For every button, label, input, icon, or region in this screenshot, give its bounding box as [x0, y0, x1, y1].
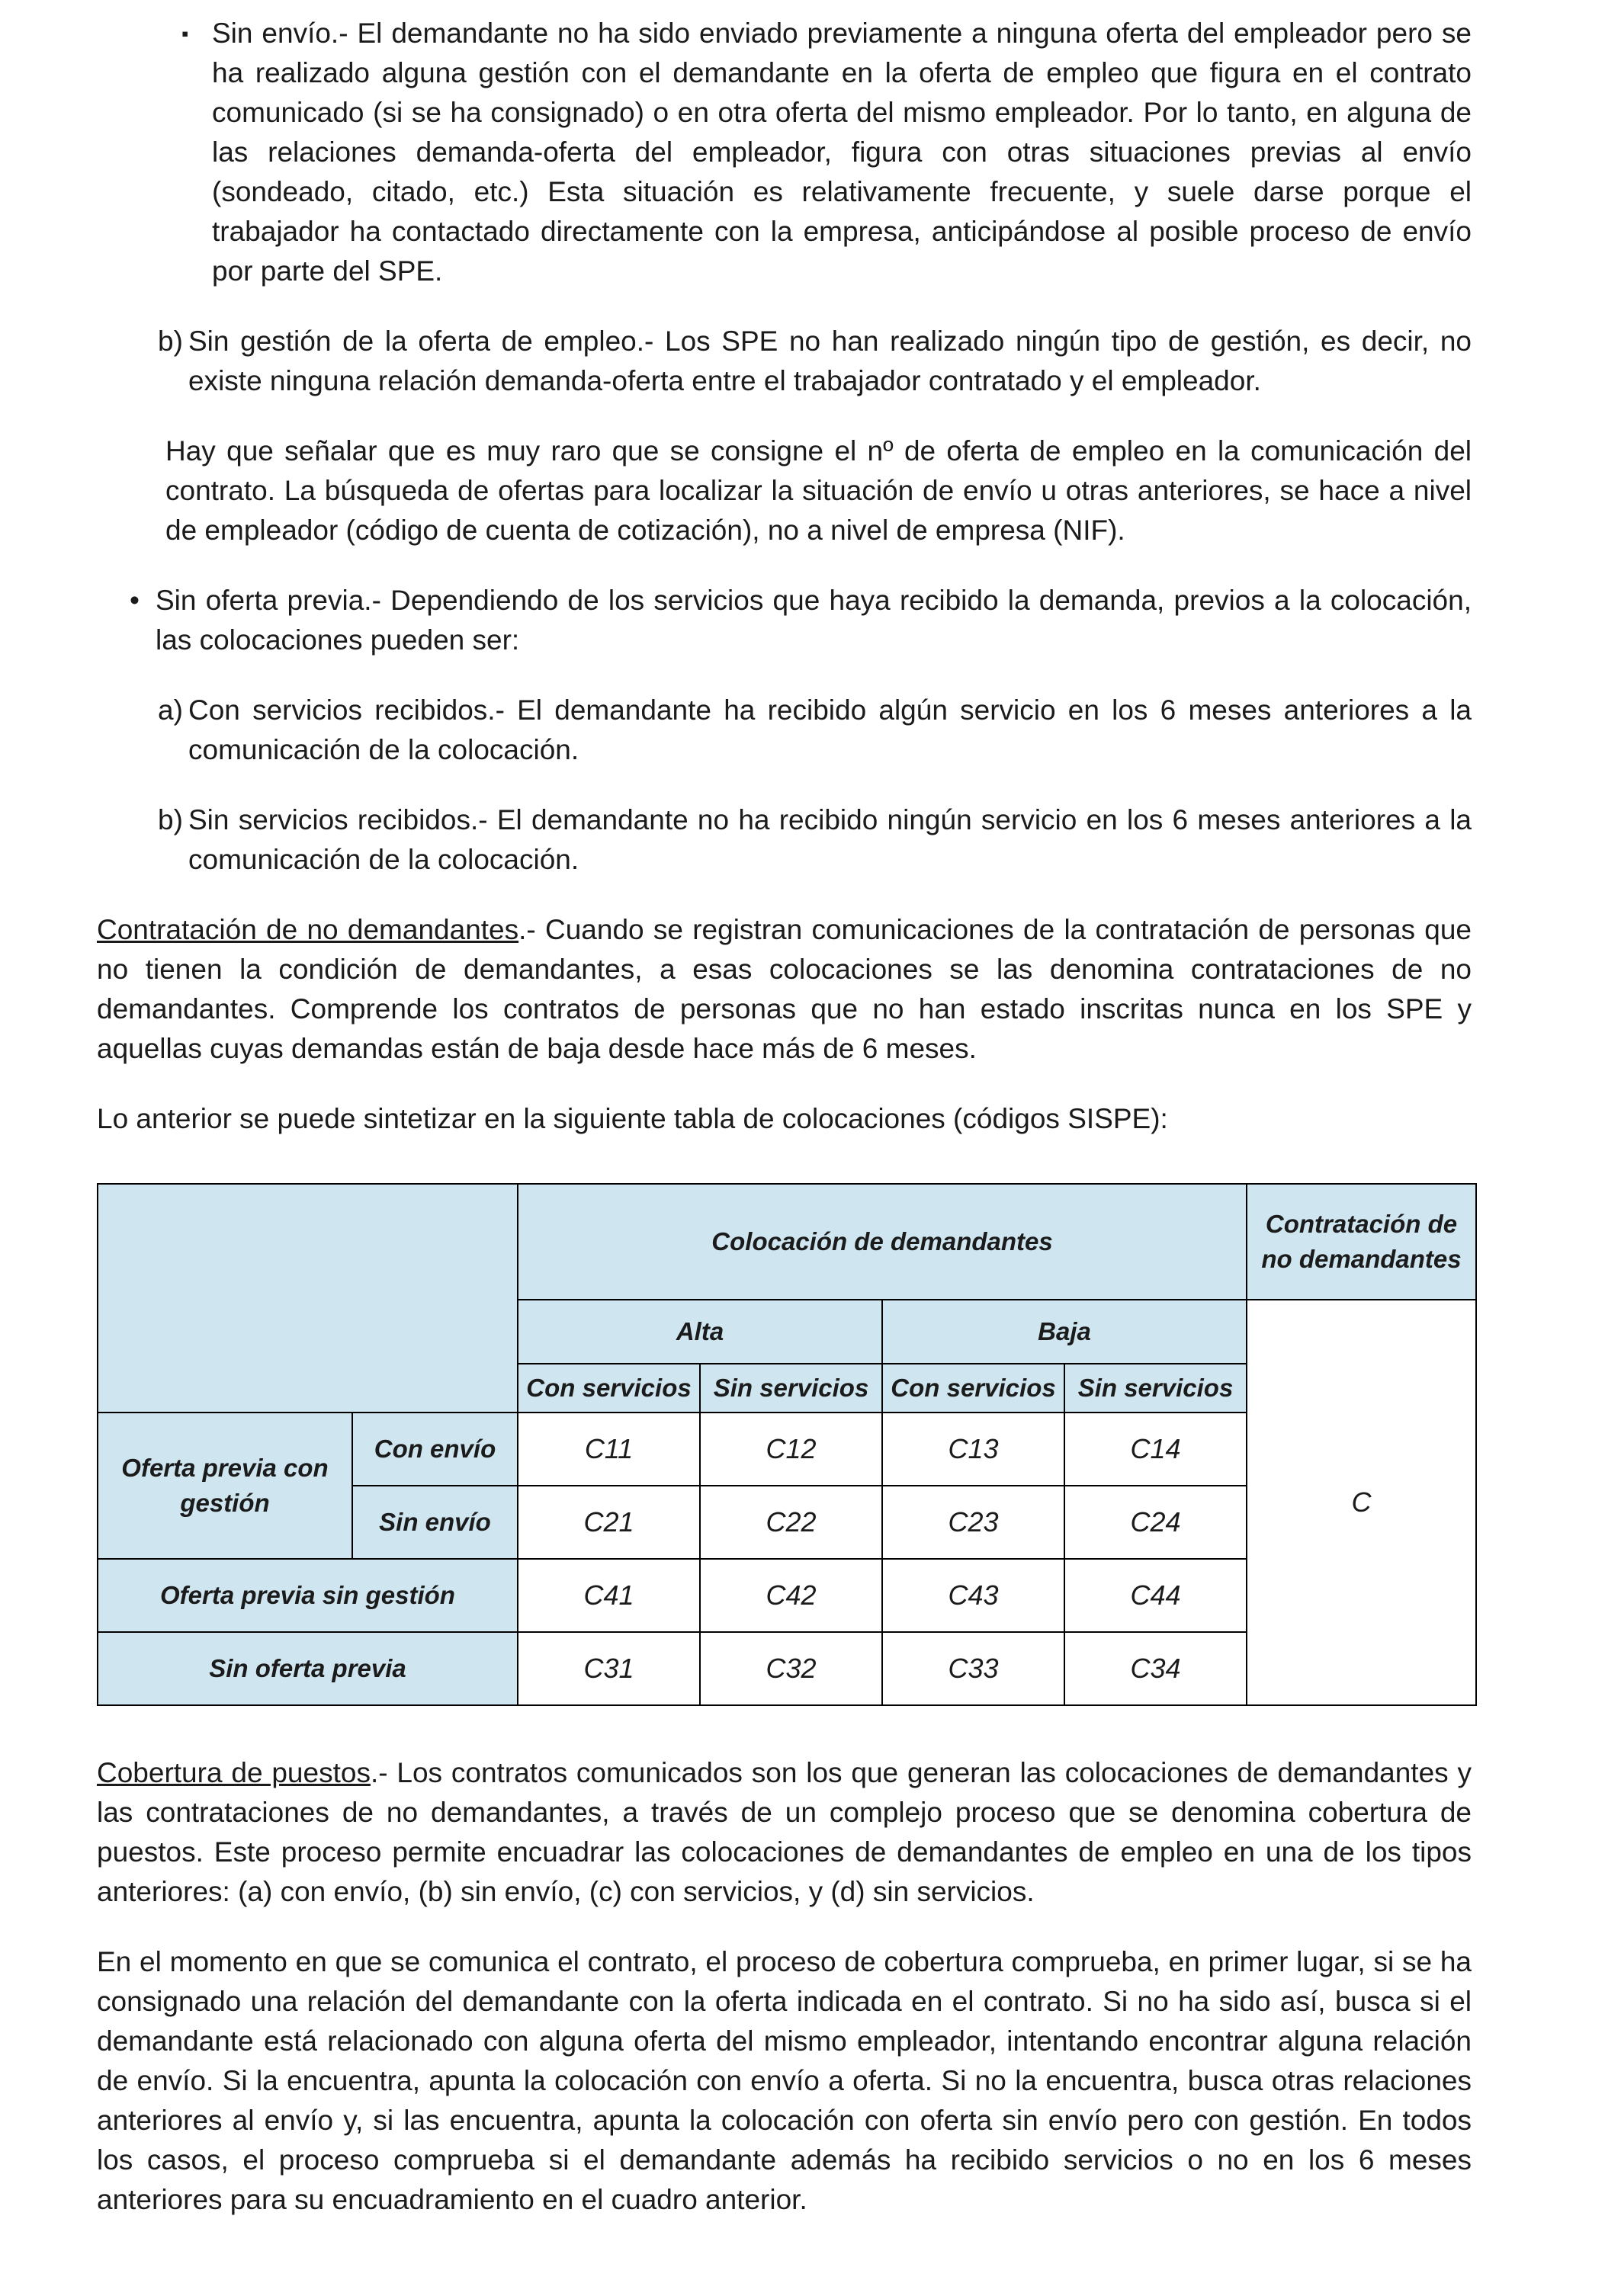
para-cobertura-lead: Cobertura de puestos	[97, 1757, 371, 1788]
cell-c44: C44	[1064, 1559, 1247, 1632]
cell-c13: C13	[882, 1413, 1064, 1486]
para-cobertura	[97, 1753, 1472, 1912]
empty-corner-cell	[98, 1184, 518, 1413]
item-label-b: b)	[158, 804, 183, 835]
para-cobertura-text	[97, 1753, 1472, 1912]
item-label-a: a)	[158, 694, 183, 726]
header-contratacion-no-demandantes: Contratación de no demandantes	[1247, 1184, 1476, 1300]
para-contratacion	[97, 910, 1472, 1069]
cell-c24: C24	[1064, 1486, 1247, 1559]
colocaciones-table	[97, 1183, 1477, 1706]
para-contratacion-lead: Contratación de no demandantes	[97, 914, 519, 945]
header-alta: Alta	[518, 1300, 882, 1364]
cell-c14: C14	[1064, 1413, 1247, 1486]
item-con-servicios-text: Con servicios recibidos.- El demandante ha recibido algún servicio en los 6 meses anteriores a la comunicación de la colocación.	[188, 694, 1472, 765]
para-sintesis-text: Lo anterior se puede sintetizar en la siguiente tabla de colocaciones (códigos SISPE):	[97, 1103, 1168, 1134]
cell-c42: C42	[700, 1559, 882, 1632]
cell-c41: C41	[518, 1559, 700, 1632]
cell-c43: C43	[882, 1559, 1064, 1632]
header-con-servicios-alta: Con servicios	[518, 1364, 700, 1413]
rowlabel-sin-envio: Sin envío	[352, 1486, 518, 1559]
item-con-servicios	[97, 691, 1472, 770]
header-sin-servicios-baja: Sin servicios	[1064, 1364, 1247, 1413]
para-sintesis	[97, 1099, 1472, 1139]
header-sin-servicios-alta: Sin servicios	[700, 1364, 882, 1413]
cell-c22: C22	[700, 1486, 882, 1559]
rowlabel-oferta-previa-sin-gestion: Oferta previa sin gestión	[98, 1559, 518, 1632]
para-senalar	[97, 431, 1472, 550]
cell-c34: C34	[1064, 1632, 1247, 1705]
header-con-servicios-baja: Con servicios	[882, 1364, 1064, 1413]
bullet-sin-envio	[97, 14, 1472, 291]
colocaciones-table-wrapper	[97, 1183, 1472, 1706]
table-header-row-1	[98, 1184, 1476, 1300]
item-sin-servicios-text: Sin servicios recibidos.- El demandante no ha recibido ningún servicio en los 6 meses anteriores a la comunicación de la colocación.	[188, 804, 1472, 875]
cell-c12: C12	[700, 1413, 882, 1486]
cell-c11: C11	[518, 1413, 700, 1486]
header-baja: Baja	[882, 1300, 1247, 1364]
item-sin-servicios	[97, 800, 1472, 880]
rowlabel-sin-oferta-previa: Sin oferta previa	[98, 1632, 518, 1705]
cell-c32: C32	[700, 1632, 882, 1705]
rowlabel-oferta-previa-con-gestion: Oferta previa con gestión	[98, 1413, 352, 1559]
para-proceso	[97, 1942, 1472, 2220]
item-label-b: b)	[158, 325, 183, 357]
cell-c33: C33	[882, 1632, 1064, 1705]
bullet-sin-oferta-previa-text: Sin oferta previa.- Dependiendo de los servicios que haya recibido la demanda, previos a la colocación, las colocaciones pueden ser:	[156, 585, 1472, 656]
cell-c31: C31	[518, 1632, 700, 1705]
item-sin-gestion	[97, 322, 1472, 401]
bullet-sin-envio-text: Sin envío.- El demandante no ha sido enviado previamente a ninguna oferta del empleador pero se ha realizado alguna gestión con el demandante en la oferta de empleo que figura en el contrato comunicado (si se ha consignado) o en otra oferta del mismo empleador. Por lo tanto, en alguna de las relaciones demanda-oferta del empleador, figura con otras situaciones previas al envío (sondeado, citado, etc.) Esta situación es relativamente frecuente, y suele darse porque el trabajador ha contactado directamente con la empresa, anticipándose al posible proceso de envío por parte del SPE.	[212, 18, 1472, 287]
square-bullet-icon: ▪	[181, 22, 189, 45]
cell-c: C	[1247, 1300, 1476, 1705]
para-senalar-text: Hay que señalar que es muy raro que se consigne el nº de oferta de empleo en la comunicación del contrato. La búsqueda de ofertas para localizar la situación de envío u otras anteriores, se hace a nivel de empleador (código de cuenta de cotización), no a nivel de empresa (NIF).	[165, 435, 1472, 546]
cell-c21: C21	[518, 1486, 700, 1559]
para-contratacion-rest: .- Cuando se registran comunicaciones de la contratación de personas que no tienen la condición de demandantes, a esas colocaciones se las denomina contrataciones de no demandantes. Comprende los contratos de personas que no han estado inscritas nunca en los SPE y aquellas cuyas demandas están de baja desde hace más de 6 meses.	[97, 914, 1472, 1064]
header-colocacion-demandantes: Colocación de demandantes	[518, 1184, 1247, 1300]
bullet-sin-oferta-previa	[97, 581, 1472, 660]
item-sin-gestion-text: Sin gestión de la oferta de empleo.- Los SPE no han realizado ningún tipo de gestión, es decir, no existe ninguna relación demanda-oferta entre el trabajador contratado y el empleador.	[188, 325, 1472, 396]
cell-c23: C23	[882, 1486, 1064, 1559]
rowlabel-con-envio: Con envío	[352, 1413, 518, 1486]
para-cobertura-rest: .- Los contratos comunicados son los que generan las colocaciones de demandantes y las contrataciones de no demandantes, a través de un complejo proceso que se denomina cobertura de puestos. Este proceso permite encuadrar las colocaciones de demandantes de empleo en una de los tipos anteriores: (a) con envío, (b) sin envío, (c) con servicios, y (d) sin servicios.	[97, 1757, 1472, 1907]
para-proceso-text: En el momento en que se comunica el contrato, el proceso de cobertura comprueba, en primer lugar, si se ha consignado una relación del demandante con la oferta indicada en el contrato. Si no ha sido así, busca si el demandante está relacionado con alguna oferta del mismo empleador, intentando encontrar alguna relación de envío. Si la encuentra, apunta la colocación con envío a oferta. Si no la encuentra, busca otras relaciones anteriores al envío y, si las encuentra, apunta la colocación con oferta sin envío pero con gestión. En todos los casos, el proceso comprueba si el demandante además ha recibido servicios o no en los 6 meses anteriores para su encuadramiento en el cuadro anterior.	[97, 1946, 1472, 2215]
round-bullet-icon: •	[130, 585, 140, 616]
para-contratacion-text	[97, 910, 1472, 1069]
